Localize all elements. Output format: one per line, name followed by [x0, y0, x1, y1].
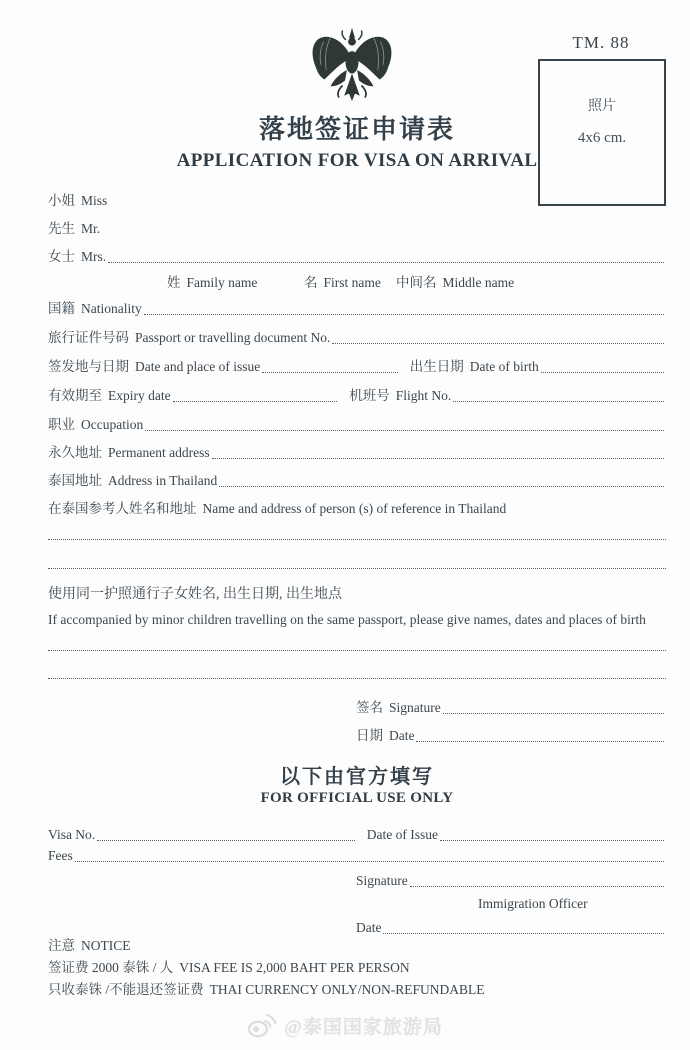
page-title: 落地签证申请表	[258, 115, 455, 144]
nationality-fill-line	[144, 314, 664, 315]
flight-label-cn: 机班号	[349, 388, 390, 403]
middle-name-header	[396, 274, 514, 291]
date-of-issue-label: Date of Issue	[366, 827, 439, 842]
official-date-fill-line	[383, 933, 664, 934]
birth-label-cn: 出生日期	[409, 359, 464, 374]
official-signature-label: Signature	[356, 873, 408, 888]
issue-fill-line	[262, 372, 398, 373]
children-fill-line-2	[48, 678, 666, 679]
field-issue-and-birth	[48, 358, 666, 375]
nationality-label-cn: 国籍	[48, 301, 75, 316]
field-thailand-address	[48, 472, 666, 489]
notice-fee-en: VISA FEE IS 2,000 BAHT PER PERSON	[179, 960, 410, 975]
reference-label-en: Name and address of person (s) of reference in Thailand	[202, 501, 507, 516]
family-name-header	[167, 274, 257, 291]
notice-title-en: NOTICE	[81, 938, 131, 953]
notice-currency-cn: 只收泰铢 /不能退还签证费	[48, 982, 204, 997]
form-number: TM. 88	[572, 33, 630, 52]
field-mr-label-en: Mr.	[81, 221, 101, 236]
issue-label-en: Date and place of issue	[135, 359, 261, 374]
weibo-icon	[247, 1012, 277, 1039]
notice-currency-en: THAI CURRENCY ONLY/NON-REFUNDABLE	[209, 982, 485, 997]
signature-label-cn: 签名	[356, 700, 383, 715]
official-signature-fill-line	[410, 886, 664, 887]
children-fill-line-1	[48, 650, 666, 651]
signature-label-en: Signature	[389, 700, 441, 715]
field-date	[356, 727, 666, 744]
children-note-cn	[48, 586, 666, 603]
nationality-label-en: Nationality	[81, 301, 142, 316]
flight-fill-line	[453, 401, 664, 402]
field-passport	[48, 329, 666, 346]
field-reference	[48, 500, 666, 517]
reference-fill-line-1	[48, 539, 666, 540]
fees-fill-line	[75, 861, 664, 862]
official-signature-row	[356, 872, 666, 889]
thailand-address-label-en: Address in Thailand	[108, 473, 218, 488]
field-miss-label-cn: 小姐	[48, 193, 75, 208]
family-name-label-en: Family name	[186, 275, 258, 290]
official-visa-row	[48, 826, 666, 843]
official-fees-row	[48, 847, 666, 864]
field-mr	[48, 220, 666, 237]
field-mr-label-cn: 先生	[48, 221, 75, 236]
middle-name-label-cn: 中间名	[396, 275, 437, 290]
official-date-row	[356, 919, 666, 936]
expiry-label-en: Expiry date	[108, 388, 171, 403]
field-signature	[356, 699, 666, 716]
field-nationality	[48, 300, 666, 317]
middle-name-label-en: Middle name	[442, 275, 515, 290]
photo-size-label: 4x6 cm.	[577, 130, 627, 146]
first-name-label-en: First name	[323, 275, 381, 290]
immigration-officer-label: Immigration Officer	[478, 896, 588, 911]
field-mrs-label-cn: 女士	[48, 249, 75, 264]
photo-box	[538, 59, 666, 206]
reference-label-cn: 在泰国参考人姓名和地址	[48, 501, 197, 516]
visa-no-fill-line	[97, 840, 355, 841]
official-section-title-en: FOR OFFICIAL USE ONLY	[260, 790, 454, 806]
issue-label-cn: 签发地与日期	[48, 359, 129, 374]
date-fill-line	[416, 741, 664, 742]
birth-fill-line	[541, 372, 664, 373]
reference-fill-line-2	[48, 568, 666, 569]
page-title-english: APPLICATION FOR VISA ON ARRIVAL	[176, 150, 538, 171]
passport-label-cn: 旅行证件号码	[48, 330, 129, 345]
signature-fill-line	[443, 713, 664, 714]
first-name-label-cn: 名	[304, 275, 318, 290]
field-mrs	[48, 248, 666, 265]
thailand-address-label-cn: 泰国地址	[48, 473, 102, 488]
field-miss	[48, 192, 666, 209]
date-label-cn: 日期	[356, 728, 383, 743]
field-occupation	[48, 416, 666, 433]
photo-label: 照片	[588, 99, 616, 114]
field-expiry-and-flight	[48, 387, 666, 404]
notice-title-row	[48, 937, 666, 954]
permanent-address-label-cn: 永久地址	[48, 445, 102, 460]
expiry-label-cn: 有效期至	[48, 388, 102, 403]
notice-fee-cn: 签证费 2000 泰铢 / 人	[48, 960, 174, 975]
permanent-address-label-en: Permanent address	[108, 445, 210, 460]
official-date-label: Date	[356, 920, 382, 935]
watermark-text: @泰国国家旅游局	[284, 1017, 443, 1038]
first-name-header	[304, 274, 381, 291]
garuda-emblem-icon	[309, 26, 395, 114]
field-miss-label-en: Miss	[81, 193, 108, 208]
passport-label-en: Passport or travelling document No.	[135, 330, 331, 345]
name-fill-line	[108, 262, 664, 263]
occupation-label-cn: 职业	[48, 417, 75, 432]
field-mrs-label-en: Mrs.	[81, 249, 107, 264]
notice-fee-row	[48, 959, 666, 976]
birth-label-en: Date of birth	[469, 359, 539, 374]
occupation-fill-line	[145, 430, 664, 431]
flight-label-en: Flight No.	[395, 388, 452, 403]
passport-fill-line	[332, 343, 664, 344]
field-permanent-address	[48, 444, 666, 461]
visa-no-label: Visa No.	[48, 827, 96, 842]
thailand-address-fill-line	[219, 486, 664, 487]
fees-label: Fees	[48, 848, 73, 863]
official-section-title-cn: 以下由官方填写	[280, 766, 434, 788]
date-of-issue-fill-line	[440, 840, 664, 841]
family-name-label-cn: 姓	[167, 275, 181, 290]
watermark	[0, 1012, 690, 1039]
occupation-label-en: Occupation	[81, 417, 144, 432]
notice-currency-row	[48, 981, 666, 998]
date-label-en: Date	[389, 728, 415, 743]
permanent-address-fill-line	[212, 458, 664, 459]
children-note-en	[48, 611, 666, 628]
children-note-label-en: If accompanied by minor children travelling on the same passport, please give names, dates and places of birth	[48, 612, 646, 627]
expiry-fill-line	[173, 401, 338, 402]
children-note-label-cn: 使用同一护照通行子女姓名, 出生日期, 出生地点	[48, 587, 342, 602]
notice-title-cn: 注意	[48, 938, 75, 953]
